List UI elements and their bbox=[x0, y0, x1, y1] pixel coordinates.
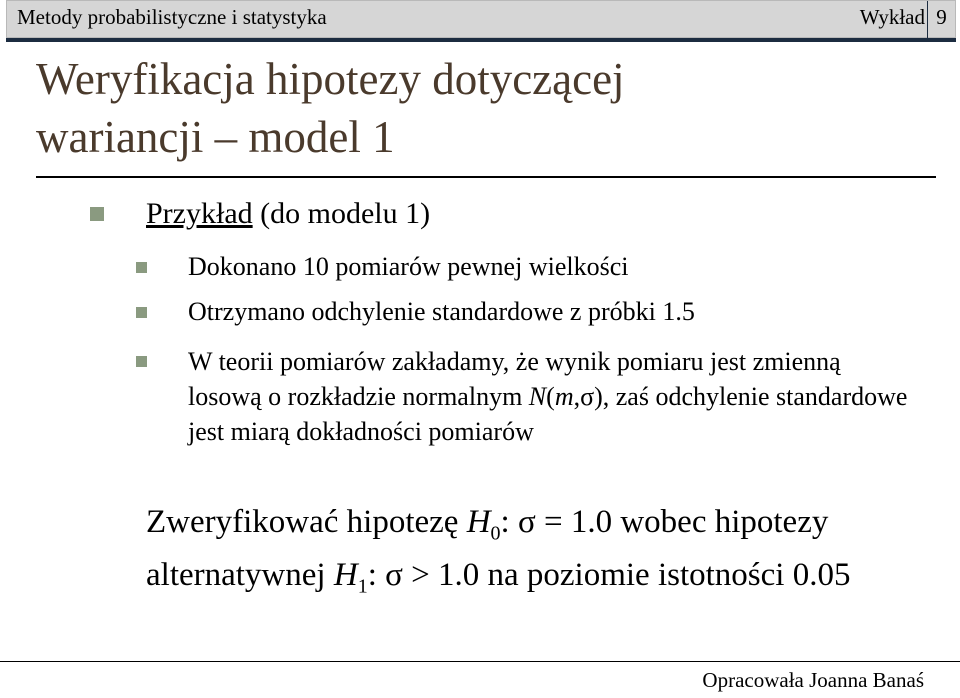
h1-subscript: 1 bbox=[357, 575, 368, 598]
h0-symbol: H bbox=[466, 504, 491, 540]
task-text-1: Zweryfikować hipotezę bbox=[146, 504, 467, 540]
normal-symbol: N bbox=[528, 382, 547, 411]
h1-symbol: H bbox=[333, 556, 358, 593]
bullet-small-icon bbox=[136, 356, 147, 367]
slide-title bbox=[36, 50, 916, 166]
h0-subscript: 0 bbox=[490, 522, 501, 545]
mean-symbol: m bbox=[554, 382, 574, 411]
course-title: Metody probabilistyczne i statystyka bbox=[17, 5, 327, 29]
theory-text-2: ,σ), zaś odchylenie standardowe jest miarą dokładności pomiarów bbox=[188, 382, 908, 446]
paren-open: ( bbox=[546, 382, 555, 411]
title-divider bbox=[36, 176, 936, 178]
bullet-small-icon bbox=[136, 307, 147, 318]
task-text-2: : σ = 1.0 wobec hipotezy alternatywnej bbox=[146, 504, 829, 593]
bullet-small-icon bbox=[136, 262, 147, 273]
list-item: Dokonano 10 pomiarów pewnej wielkości bbox=[188, 252, 629, 281]
header-bar bbox=[6, 0, 956, 38]
example-suffix: (do modelu 1) bbox=[252, 197, 431, 230]
bullet-square-icon bbox=[90, 207, 104, 221]
lecture-label: Wykład bbox=[859, 5, 925, 29]
title-line-2: wariancji – model 1 bbox=[36, 112, 395, 162]
example-heading bbox=[146, 195, 430, 233]
theory-item bbox=[188, 344, 918, 449]
page-number: 9 bbox=[927, 1, 955, 39]
hypothesis-task bbox=[146, 502, 936, 607]
title-line-1: Weryfikacja hipotezy dotyczącej bbox=[36, 54, 625, 104]
example-label: Przykład bbox=[146, 197, 253, 230]
header-underline bbox=[6, 38, 956, 42]
list-item: Otrzymano odchylenie standardowe z próbki 1.5 bbox=[188, 297, 695, 326]
footer-divider bbox=[0, 661, 960, 662]
footer-author: Opracowała Joanna Banaś bbox=[702, 668, 924, 692]
task-text-3: : σ > 1.0 na poziomie istotności 0.05 bbox=[367, 556, 851, 593]
theory-text-1: W teorii pomiarów zakładamy, że wynik pomiaru jest zmienną losową o rozkładzie normalnym bbox=[188, 347, 841, 411]
